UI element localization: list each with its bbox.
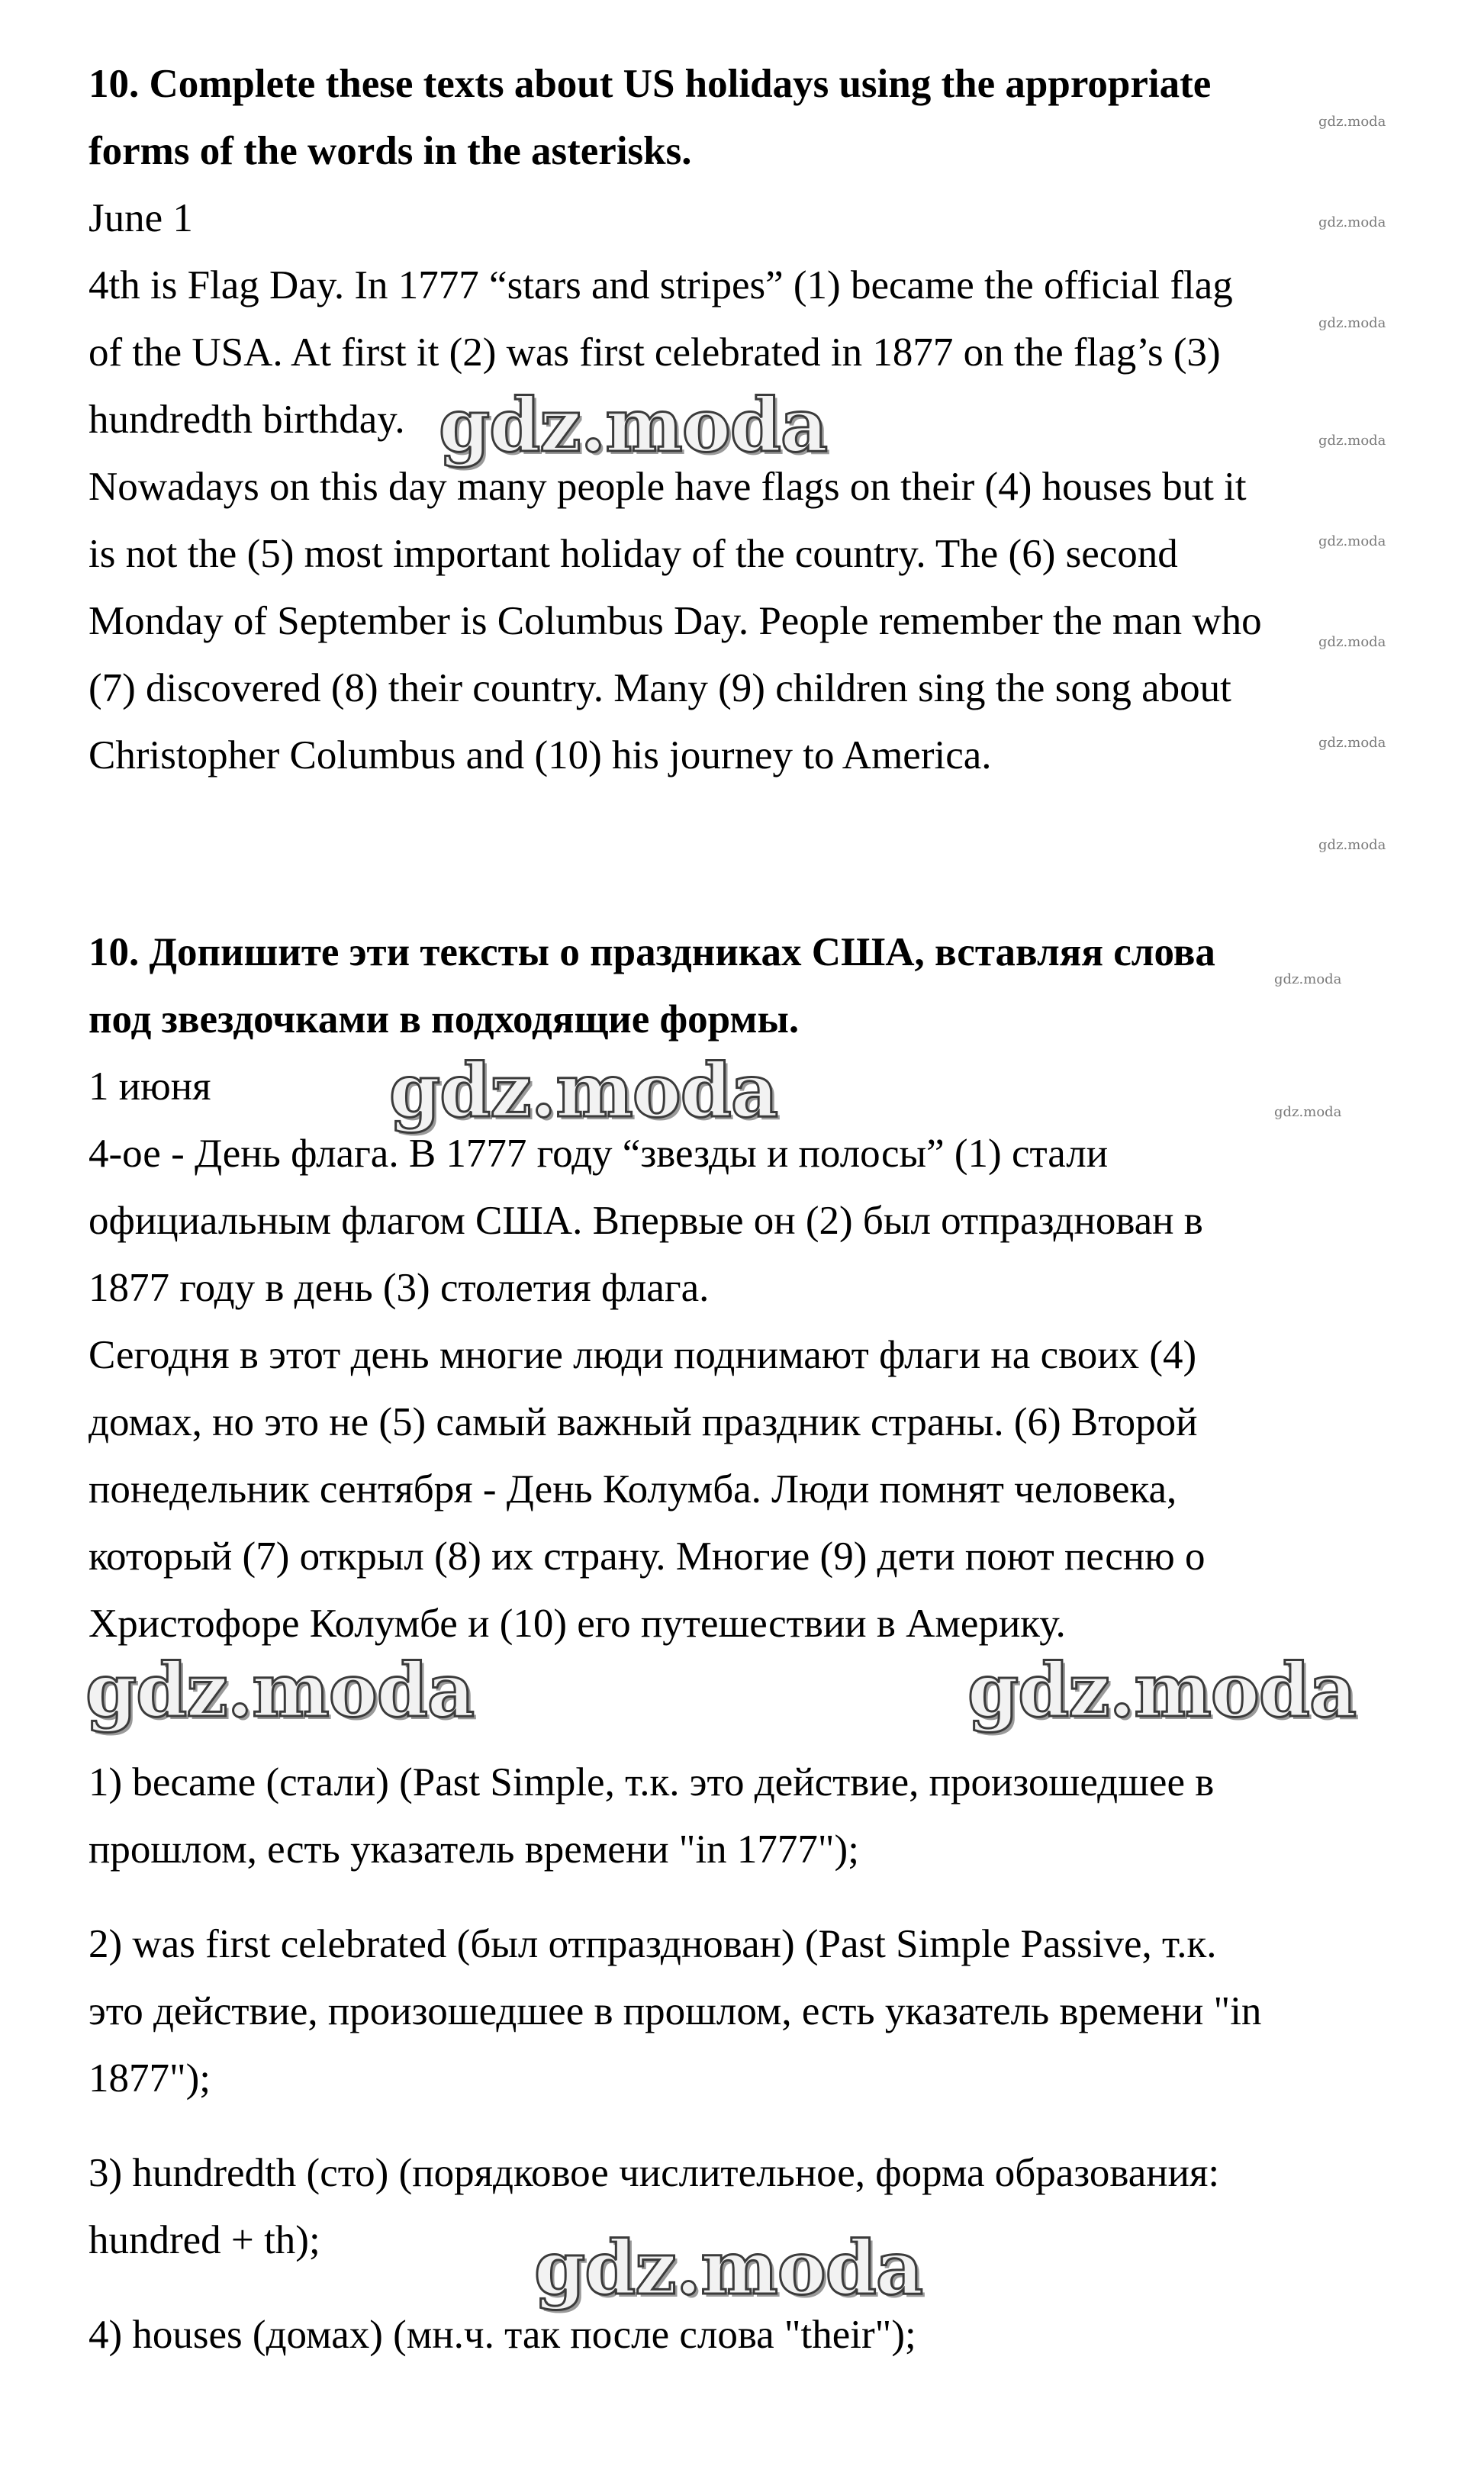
russian-text-line: 1 июня [89, 1064, 211, 1109]
watermark-small: gdz.moda [1318, 837, 1386, 853]
russian-text-line: Христофоре Колумбе и (10) его путешествии в Америку. [89, 1602, 1066, 1646]
watermark-small: gdz.moda [1274, 1104, 1342, 1120]
answer-line: 1877"); [89, 2056, 211, 2101]
answer-line: hundred + th); [89, 2218, 320, 2262]
russian-text-line: 1877 году в день (3) столетия флага. [89, 1266, 710, 1310]
answer-line: это действие, произошедшее в прошлом, есть указатель времени "in [89, 1989, 1262, 2033]
watermark-small: gdz.moda [1318, 735, 1386, 751]
watermark-logo: gdz.moda [85, 1647, 475, 1734]
watermark-small: gdz.moda [1318, 433, 1386, 449]
answer-line: прошлом, есть указатель времени "in 1777"); [89, 1827, 859, 1872]
answer-line: 4) houses (домах) (мн.ч. так после слова "their"); [89, 2313, 916, 2357]
answer-item [89, 1911, 1401, 2112]
english-heading-line: 10. Complete these texts about US holidays using the appropriate [89, 62, 1212, 106]
english-heading-line: forms of the words in the asterisks. [89, 129, 692, 173]
watermark-small: gdz.moda [1274, 971, 1342, 987]
watermark-small: gdz.moda [1318, 114, 1386, 130]
english-text-line: hundredth birthday. [89, 398, 405, 442]
answer-line: 2) was first celebrated (был отпразднован) (Past Simple Passive, т.к. [89, 1922, 1217, 1966]
english-text-line: Christopher Columbus and (10) his journey to America. [89, 733, 992, 778]
english-text-line: June 1 [89, 196, 193, 240]
russian-heading-line: под звездочками в подходящие формы. [89, 997, 800, 1042]
russian-text-line: понедельник сентября - День Колумба. Люди помнят человека, [89, 1467, 1177, 1512]
watermark-small: gdz.moda [1318, 634, 1386, 650]
english-text-line: Monday of September is Columbus Day. People remember the man who [89, 599, 1262, 643]
watermark-small: gdz.moda [1318, 214, 1386, 230]
watermark-logo: gdz.moda [389, 1048, 778, 1134]
watermark-small: gdz.moda [1318, 315, 1386, 331]
english-text-line: Nowadays on this day many people have flags on their (4) houses but it [89, 465, 1247, 509]
section-spacer [89, 789, 1401, 919]
english-text-line: of the USA. At first it (2) was first celebrated in 1877 on the flag’s (3) [89, 330, 1221, 375]
english-text-line: 4th is Flag Day. In 1777 “stars and stripes” (1) became the official flag [89, 263, 1233, 307]
watermark-small: gdz.moda [1318, 533, 1386, 549]
answer-line: 3) hundredth (сто) (порядковое числительное, форма образования: [89, 2151, 1220, 2195]
answer-item [89, 2301, 1401, 2368]
answer-item [89, 1749, 1401, 1883]
watermark-logo: gdz.moda [534, 2225, 923, 2311]
english-text-line: is not the (5) most important holiday of the country. The (6) second [89, 532, 1178, 576]
english-text-line: (7) discovered (8) their country. Many (9) children sing the song about [89, 666, 1231, 710]
russian-text-line: который (7) открыл (8) их страну. Многие (9) дети поют песню о [89, 1534, 1206, 1579]
russian-text-line: Сегодня в этот день многие люди поднимают флаги на своих (4) [89, 1333, 1197, 1377]
watermark-logo: gdz.moda [967, 1647, 1357, 1734]
watermark-logo: gdz.moda [439, 382, 828, 468]
russian-section [89, 919, 1401, 1657]
russian-text-line: официальным флагом США. Впервые он (2) был отпразднован в [89, 1199, 1203, 1243]
russian-text-line: 4-ое - День флага. В 1777 году “звезды и полосы” (1) стали [89, 1132, 1109, 1176]
russian-heading-line: 10. Допишите эти тексты о праздниках США, вставляя слова [89, 930, 1215, 974]
answer-line: 1) became (стали) (Past Simple, т.к. это действие, произошедшее в [89, 1760, 1215, 1805]
russian-text-line: домах, но это не (5) самый важный праздник страны. (6) Второй [89, 1400, 1198, 1444]
